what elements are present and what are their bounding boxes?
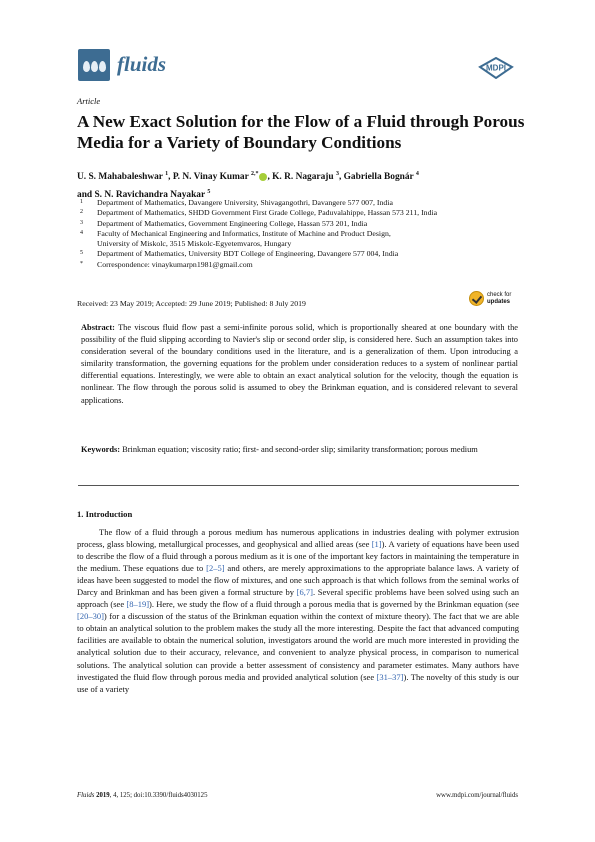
affiliation-text: Department of Mathematics, University BDT College of Engineering, Davangere 577 004, India bbox=[97, 249, 399, 259]
footer-url[interactable]: www.mdpi.com/journal/fluids bbox=[436, 792, 518, 799]
drop-icon bbox=[83, 61, 90, 72]
affiliation-text: Faculty of Mechanical Engineering and Informatics, Institute of Machine and Product Design, bbox=[97, 228, 391, 238]
body-text: . Several specific problems have been solved using such an approach (see bbox=[77, 587, 520, 610]
author-affil-sup: 1 bbox=[165, 171, 169, 177]
journal-logo-icon bbox=[78, 49, 110, 81]
section-heading: 1. Introduction bbox=[77, 509, 133, 519]
body-text: ) for a discussion of the status of the Brinkman equation within the context of mixture theory). The fact that we are able to obtain an analytical solution to the problem makes the study all the more interesting. Despite the fact that advanced computing facilities are available to obtain the numerical solution, investigators around the world are much more interested in providing the analytical solution due to their accuracy, relevance, and convenient to analyze physical process, in comparison to numerical solutions. The analytical solution can provide a better assessment of consistency and parameter estimates. Many authors have investigated the fluid flow through porous media and provided analytical solution (see bbox=[77, 611, 519, 682]
affiliation-number: 2 bbox=[80, 209, 83, 216]
check-for-updates-button[interactable] bbox=[469, 291, 511, 306]
journal-name[interactable]: fluids bbox=[117, 52, 167, 76]
keywords-text: Brinkman equation; viscosity ratio; first- and second-order slip; similarity transformation; porous medium bbox=[122, 445, 478, 454]
check-updates-line1: check for bbox=[487, 292, 512, 298]
author-affil-sup: 3 bbox=[335, 171, 339, 177]
affiliation bbox=[77, 208, 527, 218]
author-affil-sup: 2,* bbox=[250, 171, 259, 177]
citation-link[interactable]: [6,7] bbox=[296, 587, 313, 598]
affiliation bbox=[77, 239, 527, 249]
citation-link[interactable]: [8–19] bbox=[126, 599, 150, 610]
affiliation bbox=[77, 219, 527, 229]
affiliation bbox=[77, 249, 527, 259]
check-updates-icon bbox=[469, 291, 484, 306]
affiliation-number: 5 bbox=[80, 250, 83, 257]
drop-icon bbox=[91, 61, 98, 72]
body-text: The flow of a fluid through a porous medium has numerous applications in industries dealing with polymer extrusion process, glass blowing, metallurgical processes, and geophysical and allied areas (see bbox=[77, 527, 519, 550]
affiliation bbox=[77, 198, 527, 208]
author-name[interactable]: Gabriella Bognár bbox=[343, 172, 414, 183]
citation-link[interactable]: [1] bbox=[371, 539, 382, 550]
author-name[interactable]: S. N. Ravichandra Nayakar bbox=[94, 190, 205, 201]
keywords-label: Keywords: bbox=[81, 445, 121, 454]
publication-dates: Received: 23 May 2019; Accepted: 29 June 2019; Published: 8 July 2019 bbox=[77, 299, 306, 308]
mdpi-logo[interactable] bbox=[478, 57, 514, 79]
citation-link[interactable]: [31–37] bbox=[376, 671, 404, 682]
check-updates-label bbox=[487, 292, 511, 305]
author-list: U. S. Mahabaleshwar $^1$, P. N. Vinay Kumar $^{2,*}$ , K. R. Nagaraju $^3$, Gabriella Bognár $^4$ and S. N. Ravichandra Nayakar $^5$ bbox=[77, 171, 419, 201]
body-text: ). Here, we study the flow of a fluid through a porous media that is governed by the Brinkman equation (see bbox=[149, 599, 519, 610]
body-text: ). The novelty of this study is our use of a variety bbox=[77, 671, 519, 694]
affiliation-number: * bbox=[80, 260, 83, 267]
author-affil-sup: 5 bbox=[207, 189, 211, 196]
article-type: Article bbox=[77, 96, 101, 106]
author-name[interactable]: K. R. Nagaraju bbox=[272, 172, 334, 183]
affiliation-text: Department of Mathematics, SHDD Government First Grade College, Paduvalahippe, Hassan 573 211, India bbox=[97, 208, 438, 218]
citation-link[interactable]: [20–30] bbox=[77, 611, 104, 622]
affiliations bbox=[77, 198, 527, 270]
affiliation-text: University of Miskolc, 3515 Miskolc-Egyetemvaros, Hungary bbox=[97, 239, 292, 249]
body-text: and others, are merely approximations to the appropriate balance laws. A variety of ideas have been suggested to model the flow of mixtures, and one such approach is that which follows from the seminal works of Darcy and Brinkman and has been given a formal structure by bbox=[77, 563, 519, 598]
footer-journal: Fluids bbox=[77, 792, 95, 799]
affiliation bbox=[77, 229, 527, 239]
author-affil-sup: 4 bbox=[415, 171, 419, 177]
affiliation-number: 1 bbox=[80, 199, 83, 205]
author-name[interactable]: U. S. Mahabaleshwar bbox=[77, 172, 163, 183]
correspondence bbox=[77, 260, 527, 270]
mdpi-logo-text: MDPI bbox=[486, 63, 506, 73]
drop-icon bbox=[99, 61, 106, 72]
body-paragraph bbox=[77, 526, 519, 695]
affiliation-number: 3 bbox=[80, 219, 83, 226]
author-name[interactable]: P. N. Vinay Kumar bbox=[172, 172, 249, 183]
footer-citation bbox=[77, 792, 207, 799]
check-updates-line2: updates bbox=[487, 298, 511, 305]
abstract bbox=[81, 322, 518, 407]
body-text: ). A variety of equations have been used to describe the flow of a fluid through a porous medium as it is one of the important key factors in maintaining the temperature in the medium. These equations due to bbox=[77, 539, 519, 574]
paper-title: A New Exact Solution for the Flow of a Fluid through Porous Media for a Variety of Boundary Conditions bbox=[77, 112, 525, 152]
affiliation-text: Department of Mathematics, Davangere University, Shivagangothri, Davangere 577 007, India bbox=[97, 198, 393, 207]
orcid-icon[interactable] bbox=[259, 173, 267, 181]
keywords bbox=[81, 444, 518, 456]
citation-link[interactable]: [2–5] bbox=[206, 563, 225, 574]
correspondence-email[interactable]: Correspondence: vinaykumarpn1981@gmail.com bbox=[97, 259, 253, 269]
abstract-label: Abstract: bbox=[81, 323, 115, 332]
affiliation-text: Department of Mathematics, Government Engineering College, Hassan 573 201, India bbox=[97, 218, 368, 228]
footer-doi: , 4, 125; doi:10.3390/fluids4030125 bbox=[109, 792, 208, 799]
divider bbox=[78, 485, 519, 486]
affiliation-number: 4 bbox=[80, 229, 83, 236]
abstract-text: The viscous fluid flow past a semi-infinite porous solid, which is proportionally sheared at one boundary with the possibility of the fluid slipping according to Navier's slip or second order slip, is considered here. Such an assumption takes into consideration several of the boundary conditions used in the literature, and is a generalization of them. Upon introducing a similarity transformation, the governing equations for the problem under consideration reduces to a system of nonlinear partial differential equations. Interestingly, we were able to obtain an exact analytical solution for the velocity, though the equation is nonlinear. The flow through the porous solid is assumed to obey the Brinkman equation, and is considered relevant to several applications. bbox=[81, 323, 518, 405]
footer-year: 2019 bbox=[96, 792, 110, 799]
